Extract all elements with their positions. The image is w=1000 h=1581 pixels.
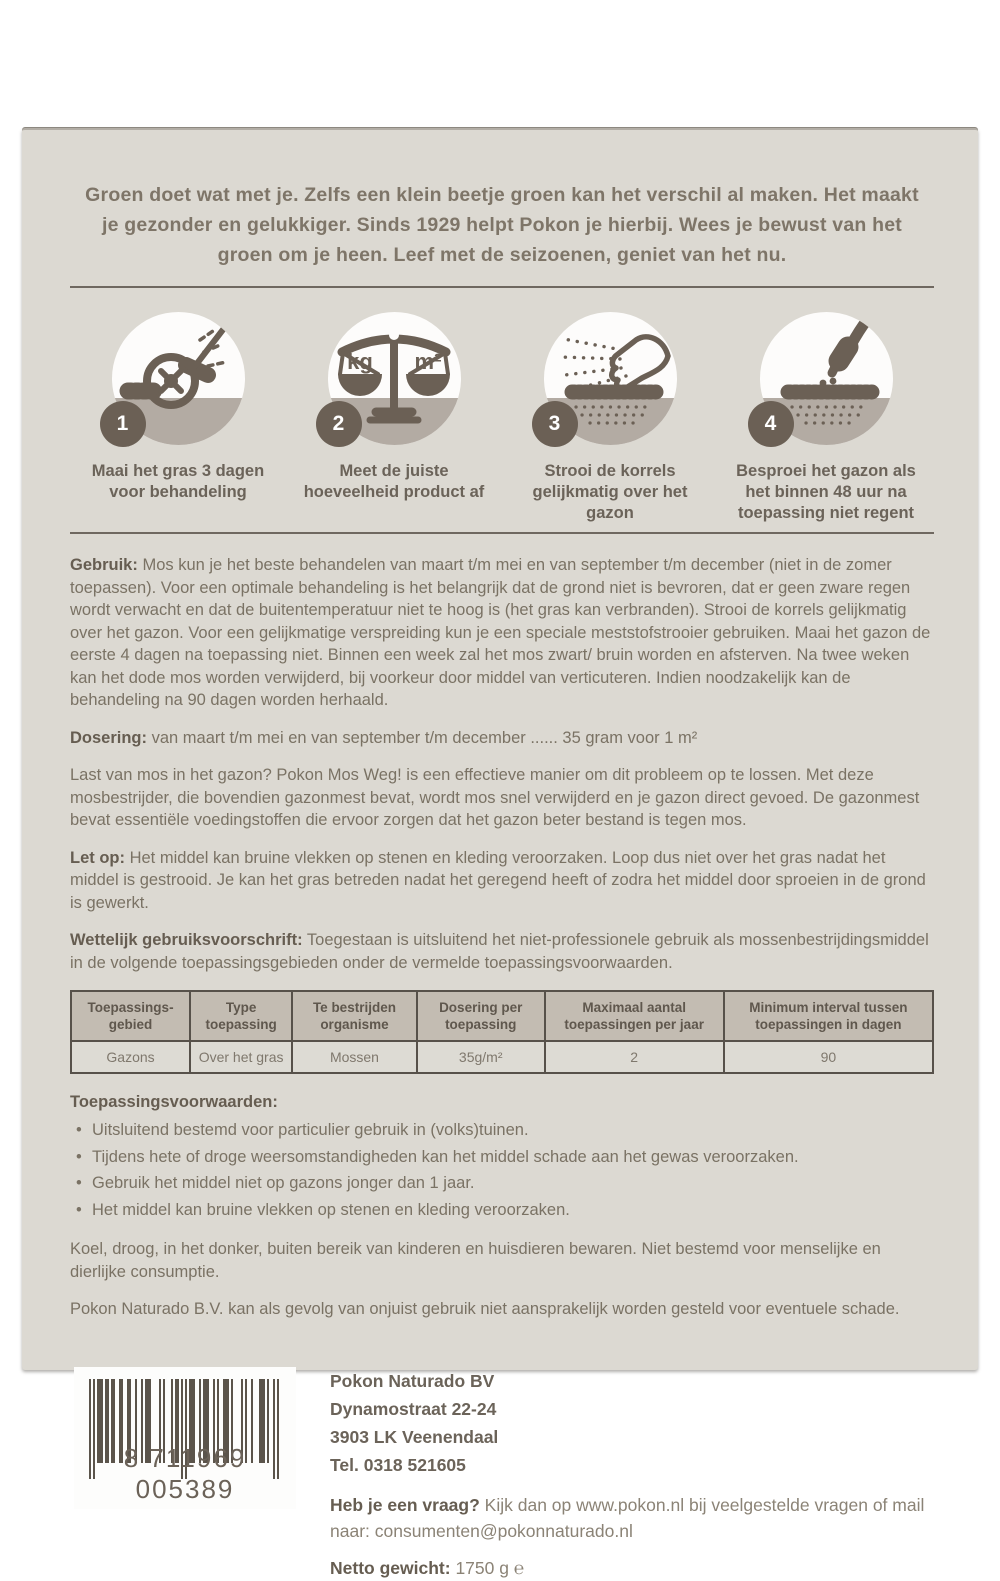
conditions-title: Toepassingsvoorwaarden: (70, 1093, 278, 1111)
step-3-spread (502, 312, 718, 524)
storage-section (70, 1238, 934, 1283)
barcode-digits: 8 711969 005389 (123, 1442, 247, 1504)
usage-section (70, 554, 934, 712)
liability-section (70, 1298, 934, 1321)
legal-usage-table (70, 990, 934, 1074)
product-description-section (70, 764, 934, 832)
dosage-section (70, 727, 934, 750)
step-number-badge: 3 (532, 401, 578, 447)
company-street: Dynamostraat 22-24 (330, 1398, 497, 1419)
table-header-dosage: Dosering per toepassing (417, 991, 545, 1041)
list-item: • Het middel kan bruine vlekken op stenen en kleding veroorzaken. (70, 1197, 934, 1224)
step-3-icon-wrap (544, 312, 677, 445)
legal-text: Toegestaan is uitsluitend het niet-professionele gebruik als mossenbestrijdingsmiddel in de volgende toepassingsgebieden onder de vermelde toepassingsvoorwaarden. (70, 931, 929, 972)
list-item: • Tijdens hete of droge weersomstandigheden kan het middel schade aan het gewas veroorzaken. (70, 1144, 934, 1171)
table-cell-area: Gazons (71, 1041, 190, 1073)
list-item: • Gebruik het middel niet op gazons jonger dan 1 jaar. (70, 1170, 934, 1197)
instruction-steps (70, 312, 934, 524)
usage-text: Mos kun je het beste behandelen van maart t/m mei en van september t/m december (niet in de zomer toepassen). Voor een optimale behandeling is het belangrijk dat de grond niet is bevroren, dat er geen zware regen wordt verwacht en dat de buitentemperatuur niet te hoog is (het gras kan verbranden). Strooi de korrels gelijkmatig over het gazon. Voor een gelijkmatige verspreiding kun je een speciale meststofstrooier gebruiken. Maai het gazon de eerste 4 dagen na toepassing niet. Binnen een week zal het mos zwart/ bruin worden en afsterven. Na twee weken kan het dode mos worden verwijderd, bij voorkeur door middel van verticuteren. Indien noodzakelijk kan de behandeling na 90 dagen worden herhaald. (70, 556, 931, 709)
brand-intro-text: Groen doet wat met je. Zelfs een klein beetje groen kan het verschil al maken. Het maakt je gezonder en gelukkiger. Sinds 1929 helpt Pokon je hierbij. Wees je bewust van het groen om je heen. Leef met de seizoenen, geniet van het nu. (85, 184, 919, 266)
company-city: 3903 LK Veenendaal (330, 1426, 499, 1447)
step-4-label: Besproei het gazon als het binnen 48 uur na toepassing niet regent (736, 462, 916, 522)
net-weight-label: Netto gewicht: (330, 1557, 451, 1578)
step-2-label: Meet de juiste hoeveelheid product af (303, 462, 485, 501)
product-box-back-label (22, 128, 978, 1578)
table-header-area: Toepassingsgebied (71, 991, 190, 1041)
table-cell-max: 2 (545, 1041, 724, 1073)
storage-text: Koel, droog, in het donker, buiten bereik van kinderen en huisdieren bewaren. Niet bestemd voor menselijke en dierlijke consumptie. (70, 1240, 881, 1281)
company-name: Pokon Naturado BV (330, 1370, 495, 1391)
legal-label: Wettelijk gebruiksvoorschrift: (70, 931, 303, 949)
conditions-list (70, 1117, 934, 1223)
label-content (22, 130, 978, 1581)
contact-question-text: Kijk dan op www.pokon.nl bij veelgestelde vragen of mail naar: consumenten@pokonnaturado.nl (330, 1494, 925, 1541)
table-header-organism: Te bestrijden organisme (292, 991, 417, 1041)
dosage-label: Dosering: (70, 728, 148, 747)
net-weight (330, 1555, 934, 1581)
step-2-measure (286, 312, 502, 524)
net-weight-value: 1750 g ℮ (455, 1557, 525, 1578)
table-cell-organism: Mossen (292, 1041, 417, 1073)
contact-question-label: Heb je een vraag? (330, 1494, 480, 1515)
divider-middle (70, 532, 934, 534)
scale-kg-text: kg (346, 349, 373, 374)
step-1-mow (70, 312, 286, 524)
table-header-type: Type toepassing (190, 991, 292, 1041)
table-cell-dosage: 35g/m² (417, 1041, 545, 1073)
scale-m2-text: m² (414, 349, 441, 374)
company-phone: Tel. 0318 521605 (330, 1454, 466, 1475)
step-3-label: Strooi de korrels gelijkmatig over het gazon (532, 462, 688, 522)
step-1-icon-wrap (112, 312, 245, 445)
contact-question (330, 1492, 934, 1544)
step-number-badge: 1 (100, 401, 146, 447)
product-description-text: Last van mos in het gazon? Pokon Mos Weg! is een effectieve manier om dit probleem op te lossen. Met deze mosbestrijder, die bovendien gazonmest bevat, wordt mos snel verwijderd en je gazon direct gevoed. De gazonmest bevat essentiële voedingstoffen die ervoor zorgen dat het gazon beter bestand is tegen mos. (70, 766, 920, 829)
table-cell-interval: 90 (724, 1041, 933, 1073)
list-item: • Uitsluitend bestemd voor particulier gebruik in (volks)tuinen. (70, 1117, 934, 1144)
divider-top (70, 286, 934, 288)
step-number-badge: 2 (316, 401, 362, 447)
footer (70, 1367, 934, 1581)
table-header-max: Maximaal aantal toepassingen per jaar (545, 991, 724, 1041)
table-header-interval: Minimum interval tussen toepassingen in dagen (724, 991, 933, 1041)
step-4-icon-wrap (760, 312, 893, 445)
company-info (330, 1367, 934, 1581)
warning-label: Let op: (70, 848, 125, 867)
warning-text: Het middel kan bruine vlekken op stenen en kleding veroorzaken. Loop dus niet over het gras nadat het middel is gestrooid. Je kan het gras betreden nadat het geregend heeft of zodra het middel door sproeien in de grond is gewerkt. (70, 848, 926, 912)
liability-text: Pokon Naturado B.V. kan als gevolg van onjuist gebruik niet aansprakelijk worden gesteld voor eventuele schade. (70, 1300, 900, 1318)
table-row (71, 1041, 933, 1073)
table-cell-type: Over het gras (190, 1041, 292, 1073)
conditions-section (70, 1090, 934, 1223)
table-header-row (71, 991, 933, 1041)
usage-label: Gebruik: (70, 556, 138, 574)
step-1-label: Maai het gras 3 dagen voor behandeling (91, 462, 265, 501)
dosage-text: van maart t/m mei en van september t/m december ...... 35 gram voor 1 m² (151, 728, 698, 747)
step-number-badge: 4 (748, 401, 794, 447)
step-2-icon-wrap (328, 312, 461, 445)
step-4-water (718, 312, 934, 524)
legal-section (70, 929, 934, 974)
warning-section (70, 847, 934, 915)
ean-barcode (74, 1367, 296, 1509)
